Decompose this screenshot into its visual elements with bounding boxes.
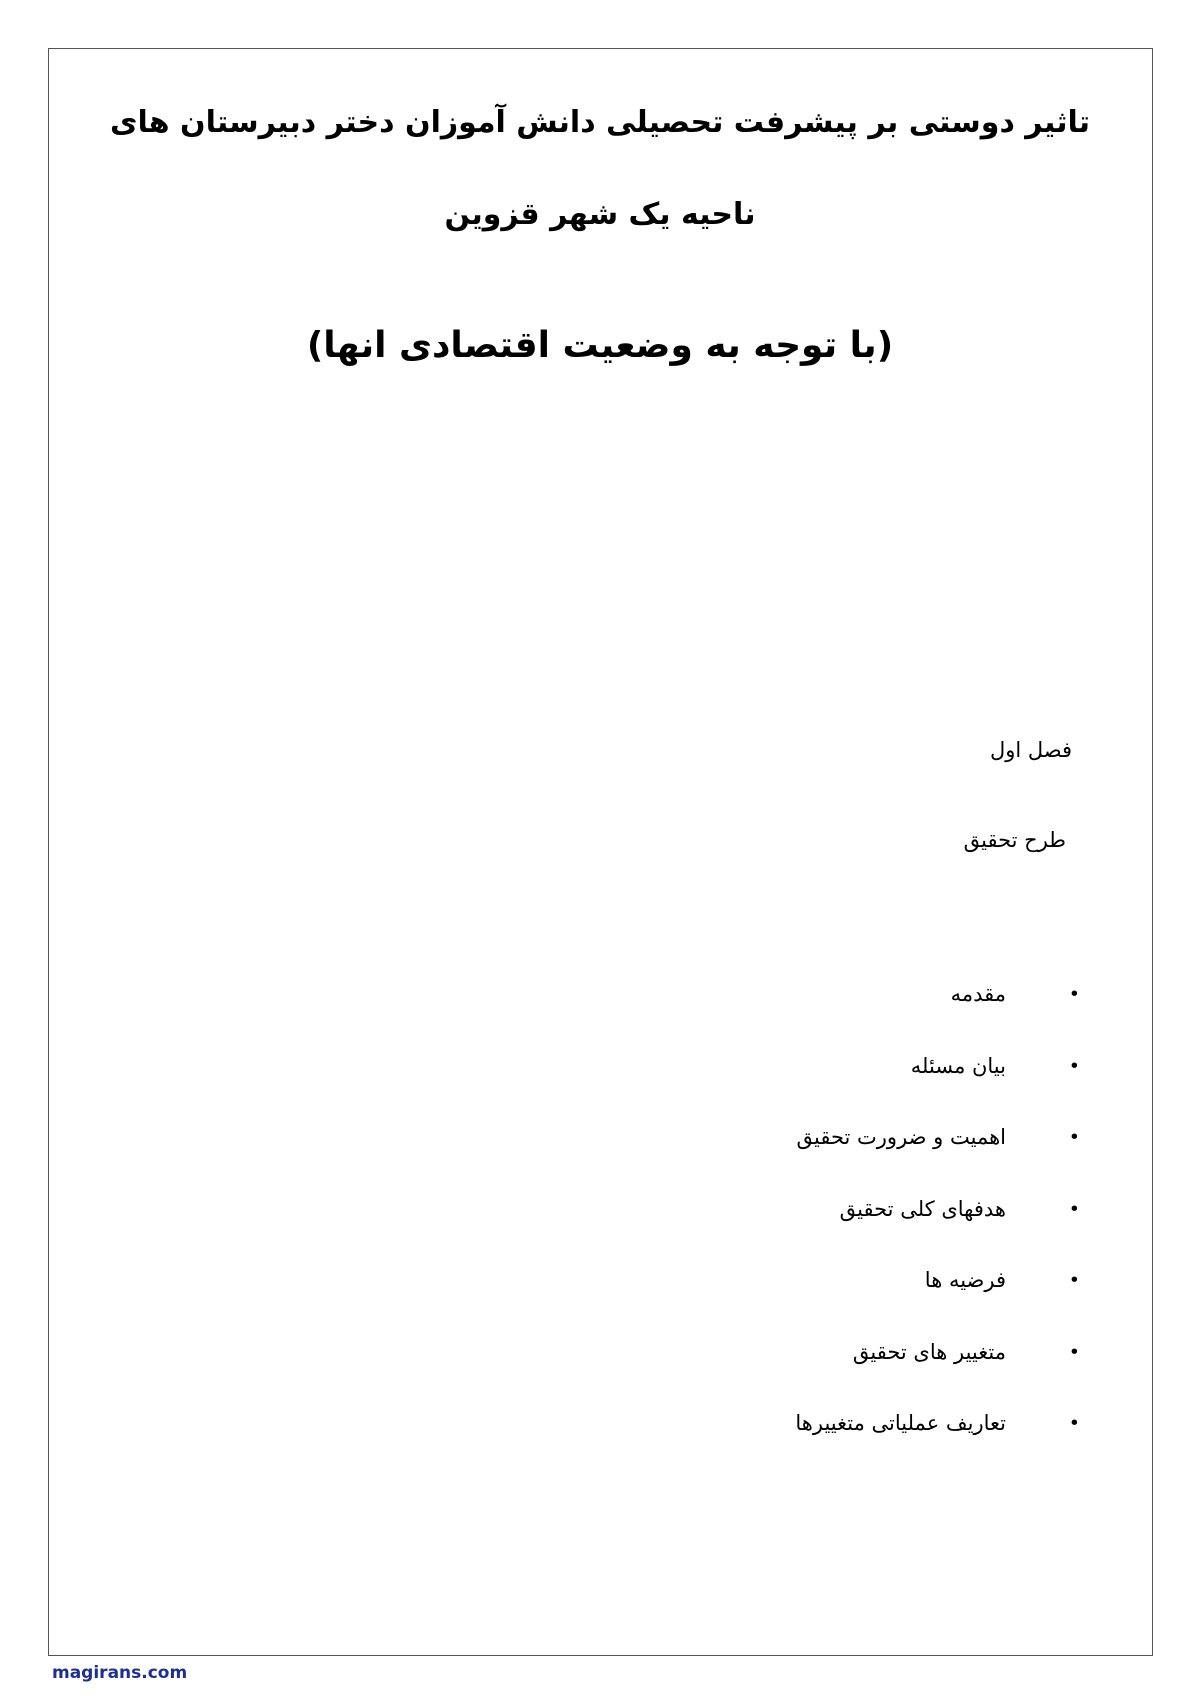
- toc-list: [795, 980, 1080, 1481]
- document-title-line-1: تاثیر دوستی بر پیشرفت تحصیلی دانش آموزان دختر دبیرستان های: [109, 105, 1090, 140]
- toc-item: [795, 1123, 1080, 1195]
- toc-item: [795, 1409, 1080, 1481]
- toc-item-label: اهمیت و ضرورت تحقیق: [796, 1125, 1006, 1149]
- toc-item-label: تعاریف عملیاتی متغییرها: [795, 1411, 1006, 1435]
- document-title-line-2: ناحیه یک شهر قزوین: [444, 197, 756, 232]
- bullet-icon: •: [1068, 1054, 1080, 1077]
- toc-item: [795, 980, 1080, 1052]
- toc-item-label: متغییر های تحقیق: [852, 1339, 1006, 1364]
- chapter-subtitle: طرح تحقیق: [963, 828, 1066, 852]
- toc-item: [795, 1052, 1080, 1124]
- toc-item-label: هدفهای کلی تحقیق: [839, 1196, 1006, 1221]
- bullet-icon: •: [1068, 1126, 1080, 1148]
- toc-item: [795, 1195, 1080, 1267]
- bullet-icon: •: [1068, 1197, 1080, 1220]
- document-subtitle: (با توجه به وضعیت اقتصادی انها): [306, 325, 894, 366]
- toc-item: [795, 1338, 1080, 1410]
- bullet-icon: •: [1068, 983, 1080, 1005]
- bullet-icon: •: [1068, 1412, 1080, 1434]
- toc-item-label: بیان مسئله: [910, 1053, 1006, 1078]
- toc-item-label: فرضیه ها: [924, 1268, 1006, 1292]
- toc-item: [795, 1266, 1080, 1338]
- footer-brand-link[interactable]: magirans.com: [52, 1663, 188, 1683]
- toc-item-label: مقدمه: [950, 982, 1006, 1006]
- bullet-icon: •: [1068, 1340, 1080, 1363]
- chapter-title: فصل اول: [989, 738, 1072, 762]
- bullet-icon: •: [1068, 1269, 1080, 1291]
